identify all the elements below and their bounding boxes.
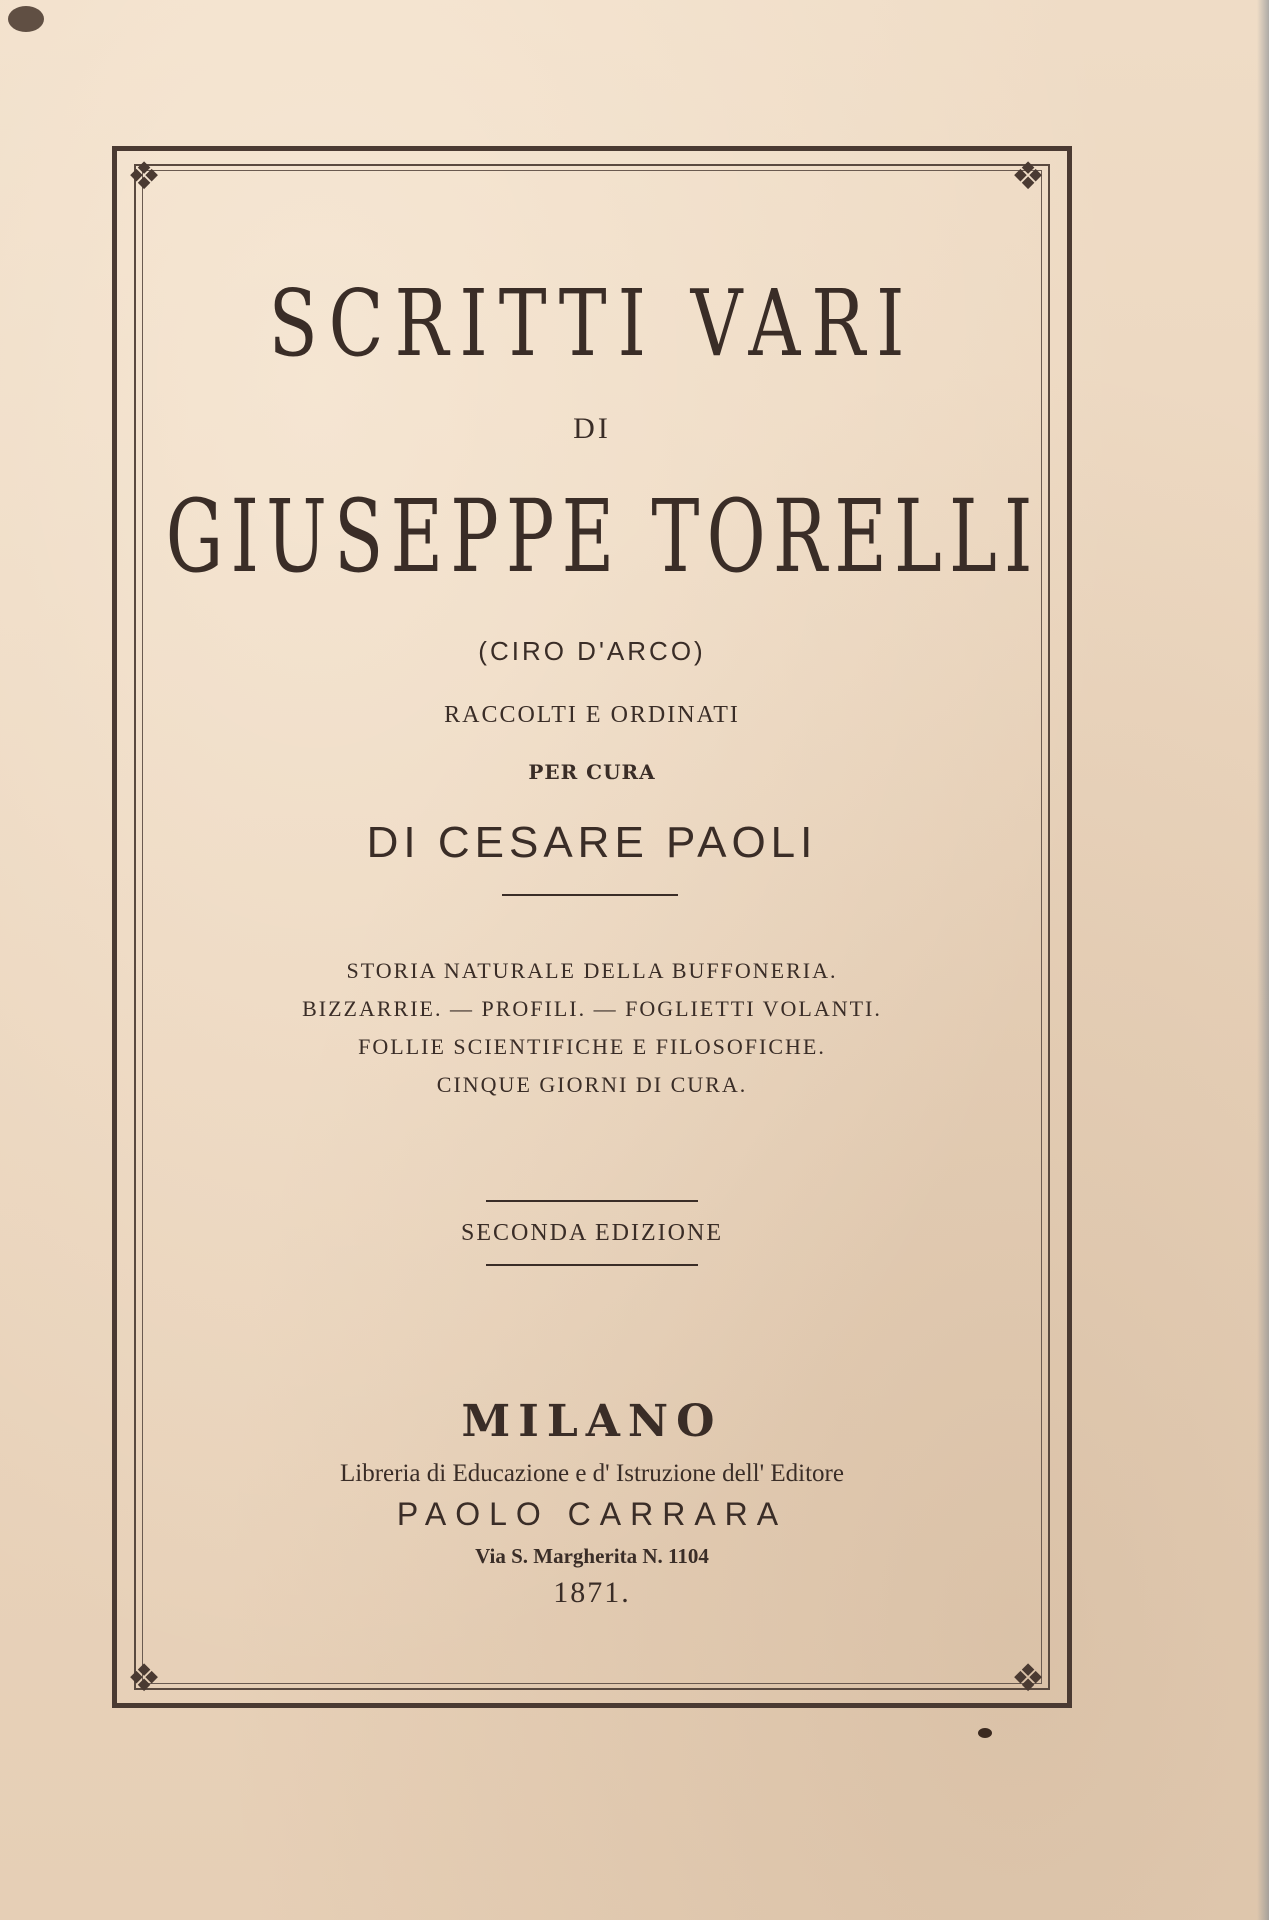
publisher-line: Libreria di Educazione e d' Istruzione dell' Editore xyxy=(340,1460,844,1487)
collected-label: RACCOLTI E ORDINATI xyxy=(444,702,740,728)
contents-line: STORIA NATURALE DELLA BUFFONERIA. xyxy=(346,958,838,983)
pseudonym: (CIRO D'ARCO) xyxy=(478,636,706,666)
corner-ornament-icon: ❖ xyxy=(1010,154,1046,198)
corner-ornament-icon: ❖ xyxy=(126,154,162,198)
corner-ornament-icon: ❖ xyxy=(126,1656,162,1700)
publication-year: 1871. xyxy=(553,1576,631,1609)
ink-spot xyxy=(978,1728,992,1738)
contents-line: CINQUE GIORNI DI CURA. xyxy=(436,1072,748,1097)
city: MILANO xyxy=(461,1396,723,1447)
contents-line: FOLLIE SCIENTIFICHE E FILOSOFICHE. xyxy=(358,1034,826,1059)
cover-edge xyxy=(1257,0,1269,1920)
divider xyxy=(486,1264,698,1266)
di-label: DI xyxy=(573,412,611,445)
publisher-name: PAOLO CARRARA xyxy=(396,1496,788,1532)
publisher-address: Via S. Margherita N. 1104 xyxy=(475,1544,709,1568)
contents-line: BIZZARRIE. — PROFILI. — FOGLIETTI VOLANTI. xyxy=(302,996,882,1021)
divider xyxy=(502,894,678,896)
edition-label: SECONDA EDIZIONE xyxy=(461,1220,723,1246)
corner-ornament-icon: ❖ xyxy=(1010,1656,1046,1700)
ink-stain xyxy=(8,6,44,32)
per-cura-label: PER CURA xyxy=(528,760,656,784)
divider xyxy=(486,1200,698,1202)
inner-border-fine xyxy=(142,170,1042,1684)
author-name: GIUSEPPE TORELLI xyxy=(165,478,1040,595)
editor-name: DI CESARE PAOLI xyxy=(366,818,818,867)
book-title: SCRITTI VARI xyxy=(268,270,916,377)
